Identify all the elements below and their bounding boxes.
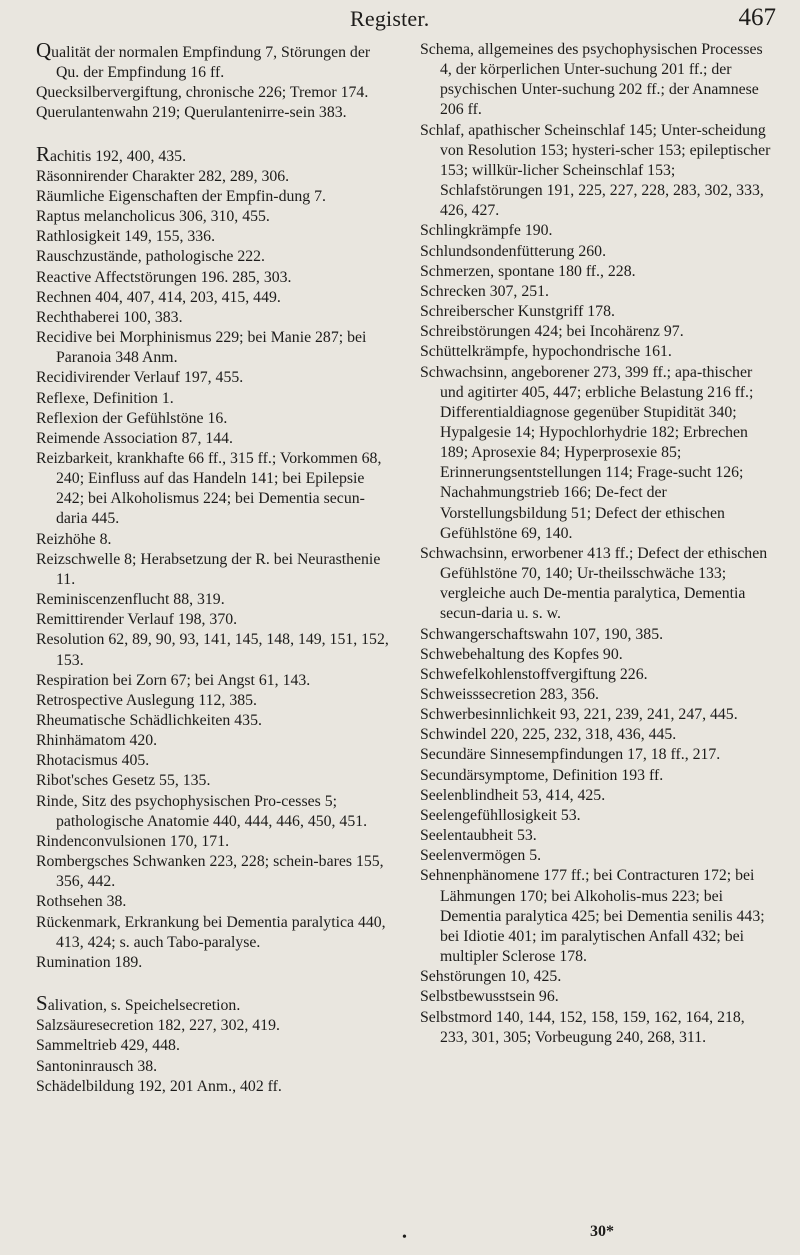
index-entry: Schwebehaltung des Kopfes 90. [420, 645, 623, 663]
index-entry: Rauschzustände, pathologische 222. [36, 248, 266, 266]
index-entry: Rechthaberei 100, 383. [36, 308, 183, 326]
index-entry: Raptus melancholicus 306, 310, 455. [36, 208, 270, 226]
left-column [36, 40, 390, 1097]
index-entry: Schreiberscher Kunstgriff 178. [420, 303, 615, 321]
index-entry: Reizschwelle 8; Herabsetzung der R. bei Neurasthenie 11. [36, 550, 381, 588]
index-entry: Reflexe, Definition 1. [36, 389, 174, 407]
index-entry: Recidive bei Morphinismus 229; bei Manie 287; bei Paranoia 348 Anm. [36, 329, 367, 367]
index-entry: Retrospective Auslegung 112, 385. [36, 691, 257, 709]
index-entry: Rachitis 192, 400, 435. [36, 141, 187, 166]
index-entry: Reminiscenzenflucht 88, 319. [36, 591, 225, 609]
index-entry: Reimende Association 87, 144. [36, 429, 233, 447]
index-entry: Quecksilbervergiftung, chronische 226; Tremor 174. [36, 84, 369, 102]
index-entry: Rathlosigkeit 149, 155, 336. [36, 228, 216, 246]
index-entry: Seelenvermögen 5. [420, 847, 542, 865]
index-entry: Räumliche Eigenschaften der Empfin-dung 7. [36, 187, 326, 205]
right-column [420, 40, 776, 1048]
index-entry: Seelenblindheit 53, 414, 425. [420, 786, 606, 804]
index-entry: Resolution 62, 89, 90, 93, 141, 145, 148, 149, 151, 152, 153. [36, 631, 389, 669]
index-entry: Schwangerschaftswahn 107, 190, 385. [420, 625, 664, 643]
index-entry: Schlingkrämpfe 190. [420, 222, 553, 240]
index-entry: Santoninrausch 38. [36, 1057, 158, 1075]
index-entry: Ribot'sches Gesetz 55, 135. [36, 772, 211, 790]
index-entry: Rindenconvulsionen 170, 171. [36, 832, 230, 850]
index-entry: Sehnenphänomene 177 ff.; bei Contracturen 172; bei Lähmungen 170; bei Alkoholis-mus 223; bei Dementia paralytica 425; bei Dementia senilis 443; bei Idiotie 401; im paralytischen Anfall 432; bei multipler Sclerose 178. [420, 867, 765, 966]
index-entry: Schrecken 307, 251. [420, 282, 549, 300]
index-entry: Schwachsinn, erworbener 413 ff.; Defect der ethischen Gefühlstöne 70, 140; Ur-theilsschwäche 133; vergleiche auch De-mentia paralytica, Dementia secun-daria u. s. w. [420, 544, 768, 623]
index-entry: Reactive Affectstörungen 196. 285, 303. [36, 268, 292, 286]
page-number: 467 [738, 4, 776, 31]
index-entry: Schwindel 220, 225, 232, 318, 436, 445. [420, 726, 677, 744]
index-entry: Schädelbildung 192, 201 Anm., 402 ff. [36, 1077, 282, 1095]
index-entry: Schema, allgemeines des psychophysischen Processes 4, der körperlichen Unter-suchung 201 ff.; der psychischen Unter-suchung 202 ff.; der Anamnese 206 ff. [420, 41, 763, 119]
index-entry: Räsonnirender Charakter 282, 289, 306. [36, 167, 290, 185]
index-entry: Rinde, Sitz des psychophysischen Pro-cesses 5; pathologische Anatomie 440, 444, 446, 450, 451. [36, 792, 368, 830]
index-entry: Rothsehen 38. [36, 893, 127, 911]
index-entry: Rhinhämatom 420. [36, 732, 158, 750]
index-entry: Schreibstörungen 424; bei Incohärenz 97. [420, 323, 684, 341]
index-entry: Salivation, s. Speichelsecretion. [36, 991, 241, 1016]
index-entry: Schlaf, apathischer Scheinschlaf 145; Unter-scheidung von Resolution 153; hysteri-scher 153; epileptischer 153; willkür-licher Scheinschlaf 153; Schlafstörungen 191, 225, 227, 228, 283, 302, 333, 426, 427. [420, 121, 771, 220]
index-entry: Rechnen 404, 407, 414, 203, 415, 449. [36, 288, 281, 306]
index-entry: Recidivirender Verlauf 197, 455. [36, 369, 244, 387]
index-entry: Schmerzen, spontane 180 ff., 228. [420, 262, 636, 280]
index-entry: Selbstbewusstsein 96. [420, 988, 559, 1006]
index-entry: Secundärsymptome, Definition 193 ff. [420, 766, 664, 784]
index-entry: Qualität der normalen Empfindung 7, Störungen der Qu. der Empfindung 16 ff. [36, 38, 371, 82]
index-entry: Remittirender Verlauf 198, 370. [36, 611, 238, 629]
index-entry: Reizhöhe 8. [36, 530, 112, 548]
index-entry: Seelengefühllosigkeit 53. [420, 806, 581, 824]
index-entry: Schüttelkrämpfe, hypochondrische 161. [420, 343, 672, 361]
index-entry: Rombergsches Schwanken 223, 228; schein-bares 155, 356, 442. [36, 853, 384, 891]
index-entry: Schwerbesinnlichkeit 93, 221, 239, 241, 247, 445. [420, 706, 738, 724]
index-entry: Secundäre Sinnesempfindungen 17, 18 ff., 217. [420, 746, 721, 764]
index-entry: Querulantenwahn 219; Querulantenirre-sein 383. [36, 104, 347, 122]
signature-mark: 30* [590, 1223, 614, 1240]
index-entry: Selbstmord 140, 144, 152, 158, 159, 162, 164, 218, 233, 301, 305; Vorbeugung 240, 268, 311. [420, 1008, 745, 1046]
index-entry: Rumination 189. [36, 953, 143, 971]
index-entry: Rheumatische Schädlichkeiten 435. [36, 712, 262, 729]
index-entry: Rückenmark, Erkrankung bei Dementia paralytica 440, 413, 424; s. auch Tabo-paralyse. [36, 913, 386, 951]
index-entry: Seelentaubheit 53. [420, 827, 537, 845]
section-gap [36, 124, 390, 144]
index-entry: Schwefelkohlenstoffvergiftung 226. [420, 665, 648, 683]
section-gap [36, 973, 390, 993]
printer-dot: • [402, 1230, 407, 1245]
running-head: Register. [350, 6, 430, 31]
index-entry: Schlundsondenfütterung 260. [420, 242, 607, 260]
index-entry: Sammeltrieb 429, 448. [36, 1037, 180, 1055]
index-entry: Rhotacismus 405. [36, 752, 150, 770]
page-header [0, 4, 800, 38]
index-entry: Schwachsinn, angeborener 273, 399 ff.; apa-thischer und agitirter 405, 447; erbliche Belastung 216 ff.; Differentialdiagnose gegenüber Stupidität 340; Hypalgesie 14; Hypochlorhydrie 182; Erbrechen 189; Aprosexie 84; Hyperprosexie 85; Erinnerungsentstellungen 114; Frage-sucht 126; Nachahmungstrieb 166; De-fect der Vorstellungsbildung 51; Defect der ethischen Gefühlstöne 69, 140. [420, 363, 754, 542]
index-entry: Salzsäuresecretion 182, 227, 302, 419. [36, 1017, 280, 1035]
index-entry: Sehstörungen 10, 425. [420, 968, 562, 986]
index-entry: Reflexion der Gefühlstöne 16. [36, 409, 228, 427]
index-entry: Schweisssecretion 283, 356. [420, 686, 600, 703]
index-entry: Reizbarkeit, krankhafte 66 ff., 315 ff.; Vorkommen 68, 240; Einfluss auf das Handeln 141; bei Epilepsie 242; bei Alkoholismus 224; bei Dementia secun-daria 445. [36, 449, 382, 528]
index-entry: Respiration bei Zorn 67; bei Angst 61, 143. [36, 671, 311, 689]
